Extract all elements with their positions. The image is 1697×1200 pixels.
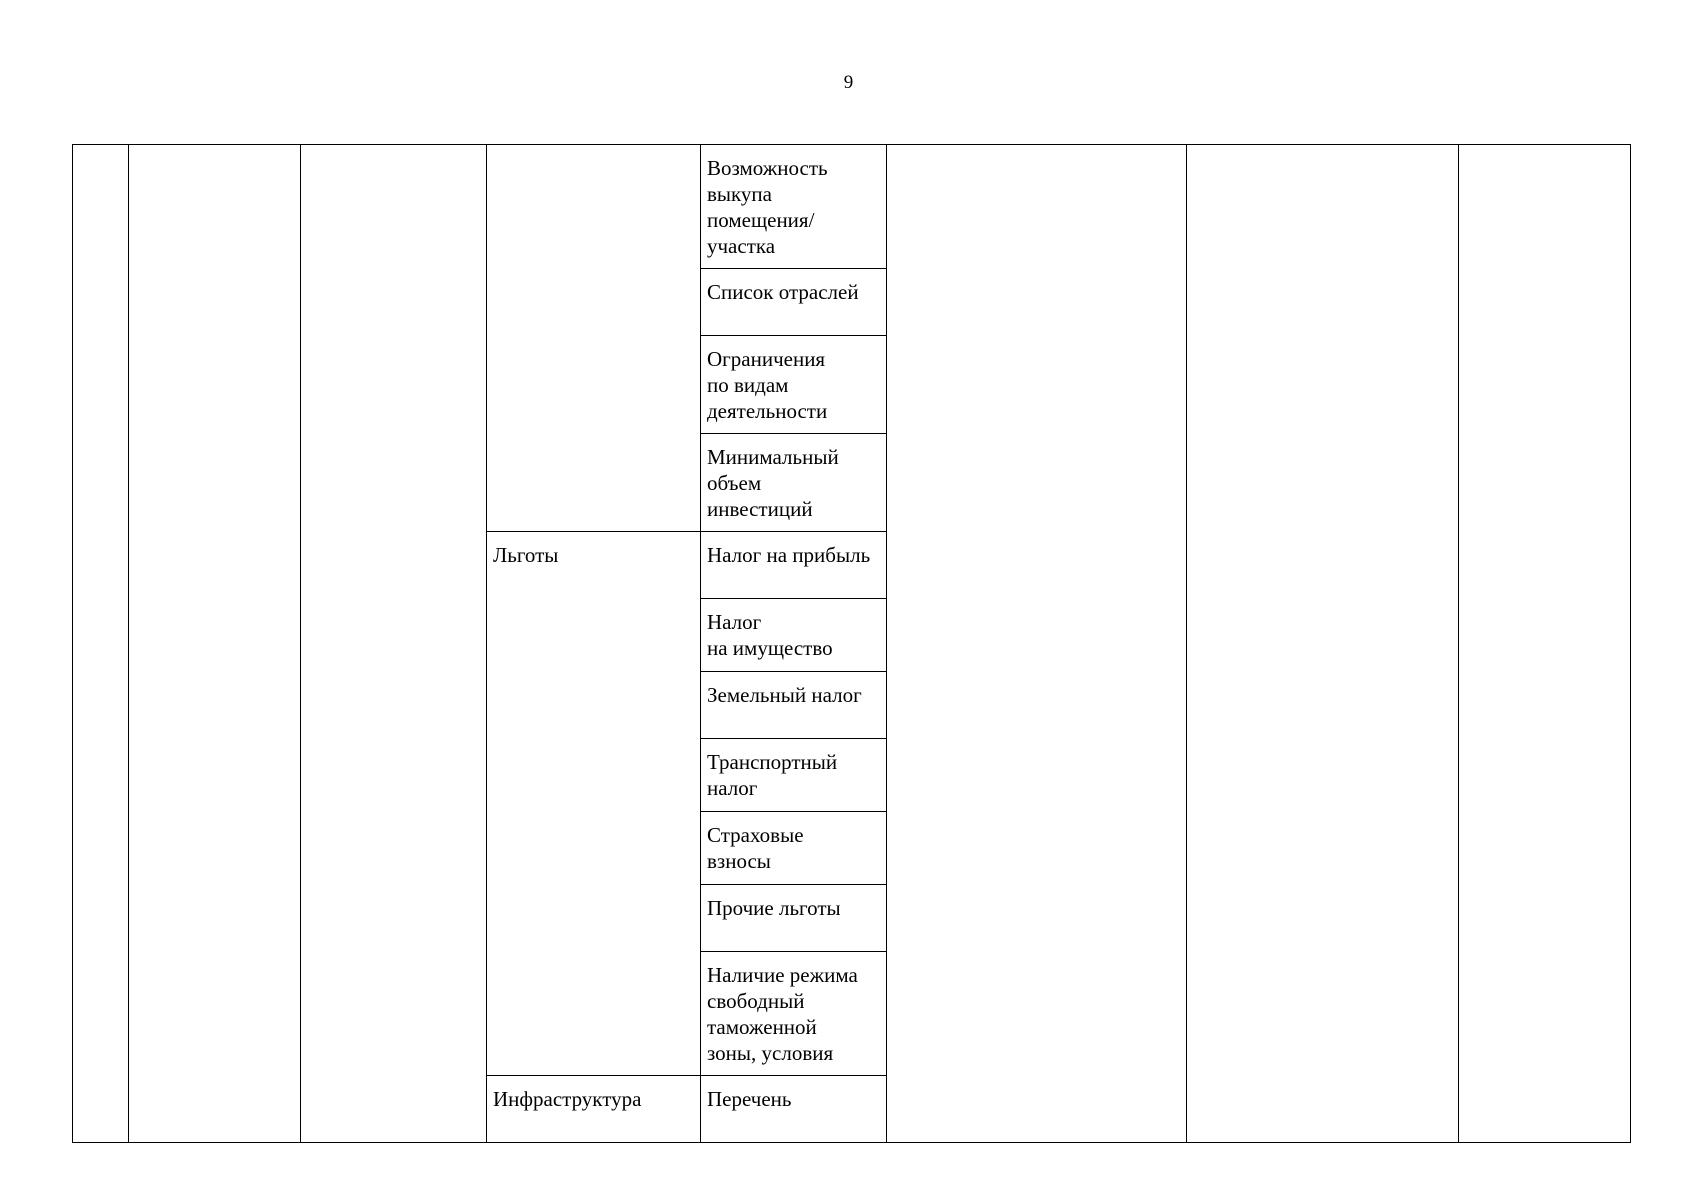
item-cell bbox=[701, 672, 887, 739]
table-row bbox=[73, 145, 1631, 269]
item-text: Налог на имущество bbox=[707, 610, 833, 660]
item-cell bbox=[701, 145, 887, 269]
item-cell bbox=[701, 885, 887, 952]
group-label-cell bbox=[487, 145, 701, 532]
item-cell bbox=[701, 434, 887, 532]
item-text: Страховые взносы bbox=[707, 823, 804, 873]
item-cell bbox=[701, 269, 887, 336]
group-label: Льготы bbox=[493, 543, 559, 567]
item-text: Прочие льготы bbox=[707, 896, 841, 920]
item-text: Транспортный налог bbox=[707, 750, 838, 800]
item-text: Минимальный объем инвестиций bbox=[707, 445, 839, 521]
item-cell bbox=[701, 599, 887, 672]
item-cell bbox=[701, 532, 887, 599]
item-cell bbox=[701, 812, 887, 885]
document-table bbox=[72, 144, 1631, 1143]
item-text: Возможность выкупа помещения/ участка bbox=[707, 156, 828, 258]
cell-col7 bbox=[1187, 145, 1459, 1143]
page-number: 9 bbox=[843, 72, 854, 93]
cell-col2 bbox=[129, 145, 301, 1143]
cell-col3 bbox=[301, 145, 487, 1143]
item-cell bbox=[701, 1076, 887, 1143]
item-cell bbox=[701, 336, 887, 434]
item-text: Список отраслей bbox=[707, 280, 859, 304]
group-label: Инфраструктура bbox=[493, 1087, 642, 1111]
group-label-cell bbox=[487, 1076, 701, 1143]
item-cell bbox=[701, 739, 887, 812]
item-text: Наличие режима свободный таможенной зоны, условия bbox=[707, 963, 858, 1065]
group-label-cell bbox=[487, 532, 701, 1076]
item-text: Налог на прибыль bbox=[707, 543, 871, 567]
item-cell bbox=[701, 952, 887, 1076]
cell-col1 bbox=[73, 145, 129, 1143]
cell-col6 bbox=[887, 145, 1187, 1143]
item-text: Ограничения по видам деятельности bbox=[707, 347, 828, 423]
item-text: Перечень bbox=[707, 1087, 792, 1111]
item-text: Земельный налог bbox=[707, 683, 862, 707]
cell-col8 bbox=[1459, 145, 1631, 1143]
